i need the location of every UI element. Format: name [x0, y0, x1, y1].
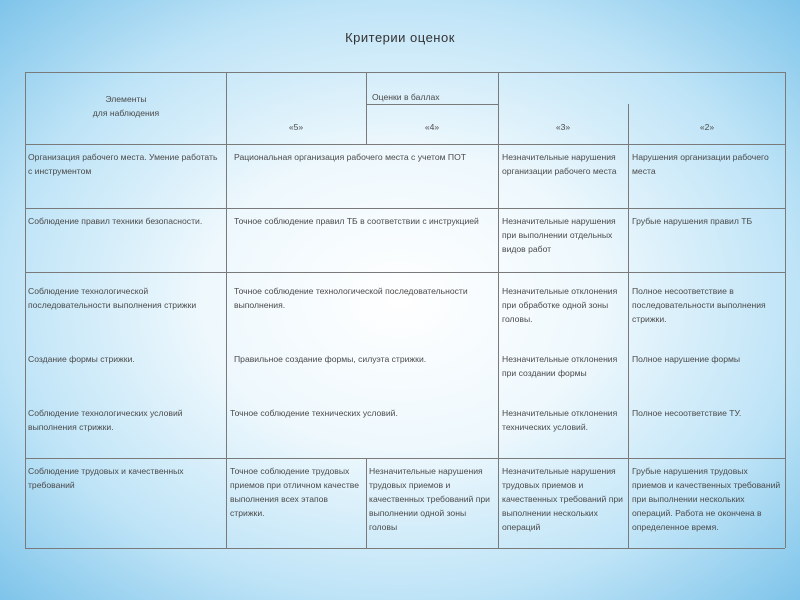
slide-title: Критерии оценок: [345, 30, 455, 45]
col-3-2-divider: [628, 104, 629, 548]
score-header-4: «4»: [424, 122, 440, 132]
row-3-score-5-4: Точное соблюдение технологической последовательности выполнения.: [234, 286, 468, 310]
row-4-score-2: Полное нарушение формы: [632, 354, 741, 364]
elements-column-divider: [226, 72, 227, 548]
row-3-score-3: Незначительные отклонения при обработке одной зоны головы.: [502, 286, 618, 324]
table-border-top: [25, 72, 785, 73]
row-3-element: Соблюдение технологической последовательности выполнения стрижки: [28, 286, 197, 310]
col-5-4-divider-bottom: [366, 458, 367, 548]
row-1-score-3: Незначительные нарушения организации рабочего места: [502, 152, 617, 176]
row-4-score-3: Незначительные отклонения при создании формы: [502, 354, 618, 378]
score-header-divider: [366, 104, 498, 105]
row-6-score-4: Незначительные нарушения трудовых приемов и качественных требований при выполнении одной зоны головы: [369, 466, 490, 532]
row-1-score-5-4: Рациональная организация рабочего места с учетом ПОТ: [234, 152, 467, 162]
row-5-score-2: Полное несоответствие ТУ.: [632, 408, 742, 418]
table-border-bottom: [25, 548, 785, 549]
row-5-element: Соблюдение технологических условий выполнения стрижки.: [28, 408, 183, 432]
row-4-element: Создание формы стрижки.: [28, 354, 135, 364]
row-6-score-3: Незначительные нарушения трудовых приемов и качественных требований при выполнении нескольких операций: [502, 466, 623, 532]
row-6-score-5: Точное соблюдение трудовых приемов при отличном качестве выполнения всех этапов стрижки.: [230, 466, 360, 518]
row-divider-2: [25, 272, 785, 273]
row-6-element: Соблюдение трудовых и качественных требований: [28, 466, 184, 490]
row-divider-1: [25, 208, 785, 209]
row-4-score-5-4: Правильное создание формы, силуэта стрижки.: [234, 354, 427, 364]
row-6-score-2: Грубые нарушения трудовых приемов и качественных требований при выполнении нескольких операций. Работа не окончена в определенное время.: [632, 466, 781, 532]
row-2-score-3: Незначительные нарушения при выполнении отдельных видов работ: [502, 216, 616, 254]
row-2-element: Соблюдение правил техники безопасности.: [28, 216, 203, 226]
score-header-3: «3»: [555, 122, 571, 132]
col-4-3-divider: [498, 72, 499, 548]
elements-header: Элементы для наблюдения: [92, 94, 160, 118]
score-header-2: «2»: [699, 122, 715, 132]
row-2-score-2: Грубые нарушения правил ТБ: [632, 216, 753, 226]
score-header-5: «5»: [288, 122, 304, 132]
row-2-score-5-4: Точное соблюдение правил ТБ в соответствии с инструкцией: [234, 216, 479, 226]
row-divider-5: [25, 458, 785, 459]
row-5-score-5-4: Точное соблюдение технических условий.: [230, 408, 398, 418]
row-1-element: Организация рабочего места. Умение работать с инструментом: [28, 152, 218, 176]
row-3-score-2: Полное несоответствие в последовательности выполнения стрижки.: [632, 286, 766, 324]
table-border-left: [25, 72, 26, 548]
col-5-4-divider: [366, 72, 367, 144]
header-bottom-divider: [25, 144, 785, 145]
row-1-score-2: Нарушения организации рабочего места: [632, 152, 769, 176]
score-header: Оценки в баллах: [372, 92, 440, 102]
row-5-score-3: Незначительные отклонения технических условий.: [502, 408, 618, 432]
table-border-right: [785, 72, 786, 548]
